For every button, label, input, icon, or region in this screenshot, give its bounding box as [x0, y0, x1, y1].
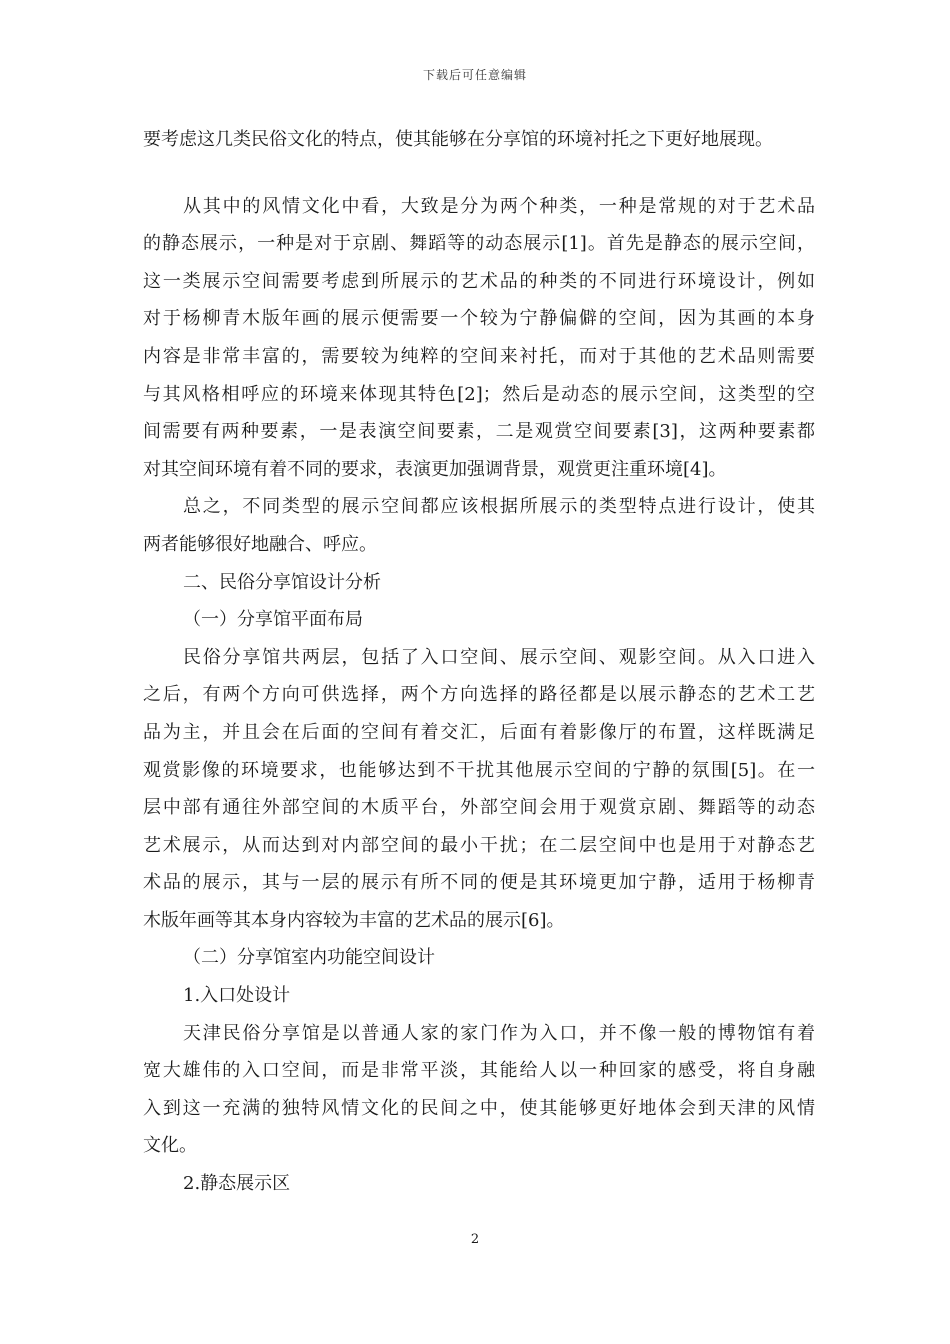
page-number: 2: [470, 1232, 480, 1247]
section-heading: 二、民俗分享馆设计分析: [183, 571, 381, 593]
page-header: 下载后可任意编辑: [422, 68, 527, 82]
subsection-heading: （一）分享馆平面布局: [183, 609, 363, 631]
paragraph-line: 文化。: [143, 1135, 197, 1157]
paragraph-line: 木版年画等其本身内容较为丰富的艺术品的展示[6]。: [143, 909, 565, 931]
paragraph-line: 品为主，并且会在后面的空间有着交汇，后面有着影像厅的布置，这样既满足: [143, 721, 815, 743]
paragraph-gap: [143, 159, 815, 188]
item-heading: 1.入口处设计: [183, 985, 291, 1007]
paragraph-line: 艺术展示，从而达到对内部空间的最小干扰；在二层空间中也是用于对静态艺: [143, 834, 815, 856]
paragraph-line: 入到这一充满的独特风情文化的民间之中，使其能够更好地体会到天津的风情: [143, 1097, 815, 1119]
paragraph-line: 两者能够很好地融合、呼应。: [143, 533, 377, 555]
paragraph-line: 从其中的风情文化中看，大致是分为两个种类，一种是常规的对于艺术品: [183, 195, 815, 217]
paragraph-line: 这一类展示空间需要考虑到所展示的艺术品的种类的不同进行环境设计，例如: [143, 270, 815, 292]
paragraph-line: 内容是非常丰富的，需要较为纯粹的空间来衬托，而对于其他的艺术品则需要: [143, 345, 815, 367]
document-body: [143, 121, 815, 1203]
subsection-heading: （二）分享馆室内功能空间设计: [183, 947, 435, 969]
paragraph-line: 之后，有两个方向可供选择，两个方向选择的路径都是以展示静态的艺术工艺: [143, 684, 815, 706]
item-heading: 2.静态展示区: [183, 1173, 291, 1195]
paragraph-line: 对其空间环境有着不同的要求，表演更加强调背景，观赏更注重环境[4]。: [143, 458, 727, 480]
paragraph-line: 与其风格相呼应的环境来体现其特色[2]；然后是动态的展示空间，这类型的空: [143, 383, 815, 405]
paragraph-line: 天津民俗分享馆是以普通人家的家门作为入口，并不像一般的博物馆有着: [183, 1022, 815, 1044]
paragraph-line: 的静态展示，一种是对于京剧、舞蹈等的动态展示[1]。首先是静态的展示空间，: [143, 233, 815, 255]
paragraph-line: 总之，不同类型的展示空间都应该根据所展示的类型特点进行设计，使其: [183, 496, 815, 518]
paragraph-line: 观赏影像的环境要求，也能够达到不干扰其他展示空间的宁静的氛围[5]。在一: [143, 759, 815, 781]
paragraph-line: 术品的展示，其与一层的展示有所不同的便是其环境更加宁静，适用于杨柳青: [143, 872, 815, 894]
paragraph-line: 民俗分享馆共两层，包括了入口空间、展示空间、观影空间。从入口进入: [183, 646, 815, 668]
paragraph-line: 宽大雄伟的入口空间，而是非常平淡，其能给人以一种回家的感受，将自身融: [143, 1060, 815, 1082]
paragraph-line: 间需要有两种要素，一是表演空间要素，二是观赏空间要素[3]，这两种要素都: [143, 421, 815, 443]
paragraph-line: 要考虑这几类民俗文化的特点，使其能够在分享馆的环境衬托之下更好地展现。: [143, 129, 773, 150]
paragraph-line: 层中部有通往外部空间的木质平台，外部空间会用于观赏京剧、舞蹈等的动态: [143, 797, 815, 819]
paragraph-line: 对于杨柳青木版年画的展示便需要一个较为宁静偏僻的空间，因为其画的本身: [143, 308, 815, 330]
